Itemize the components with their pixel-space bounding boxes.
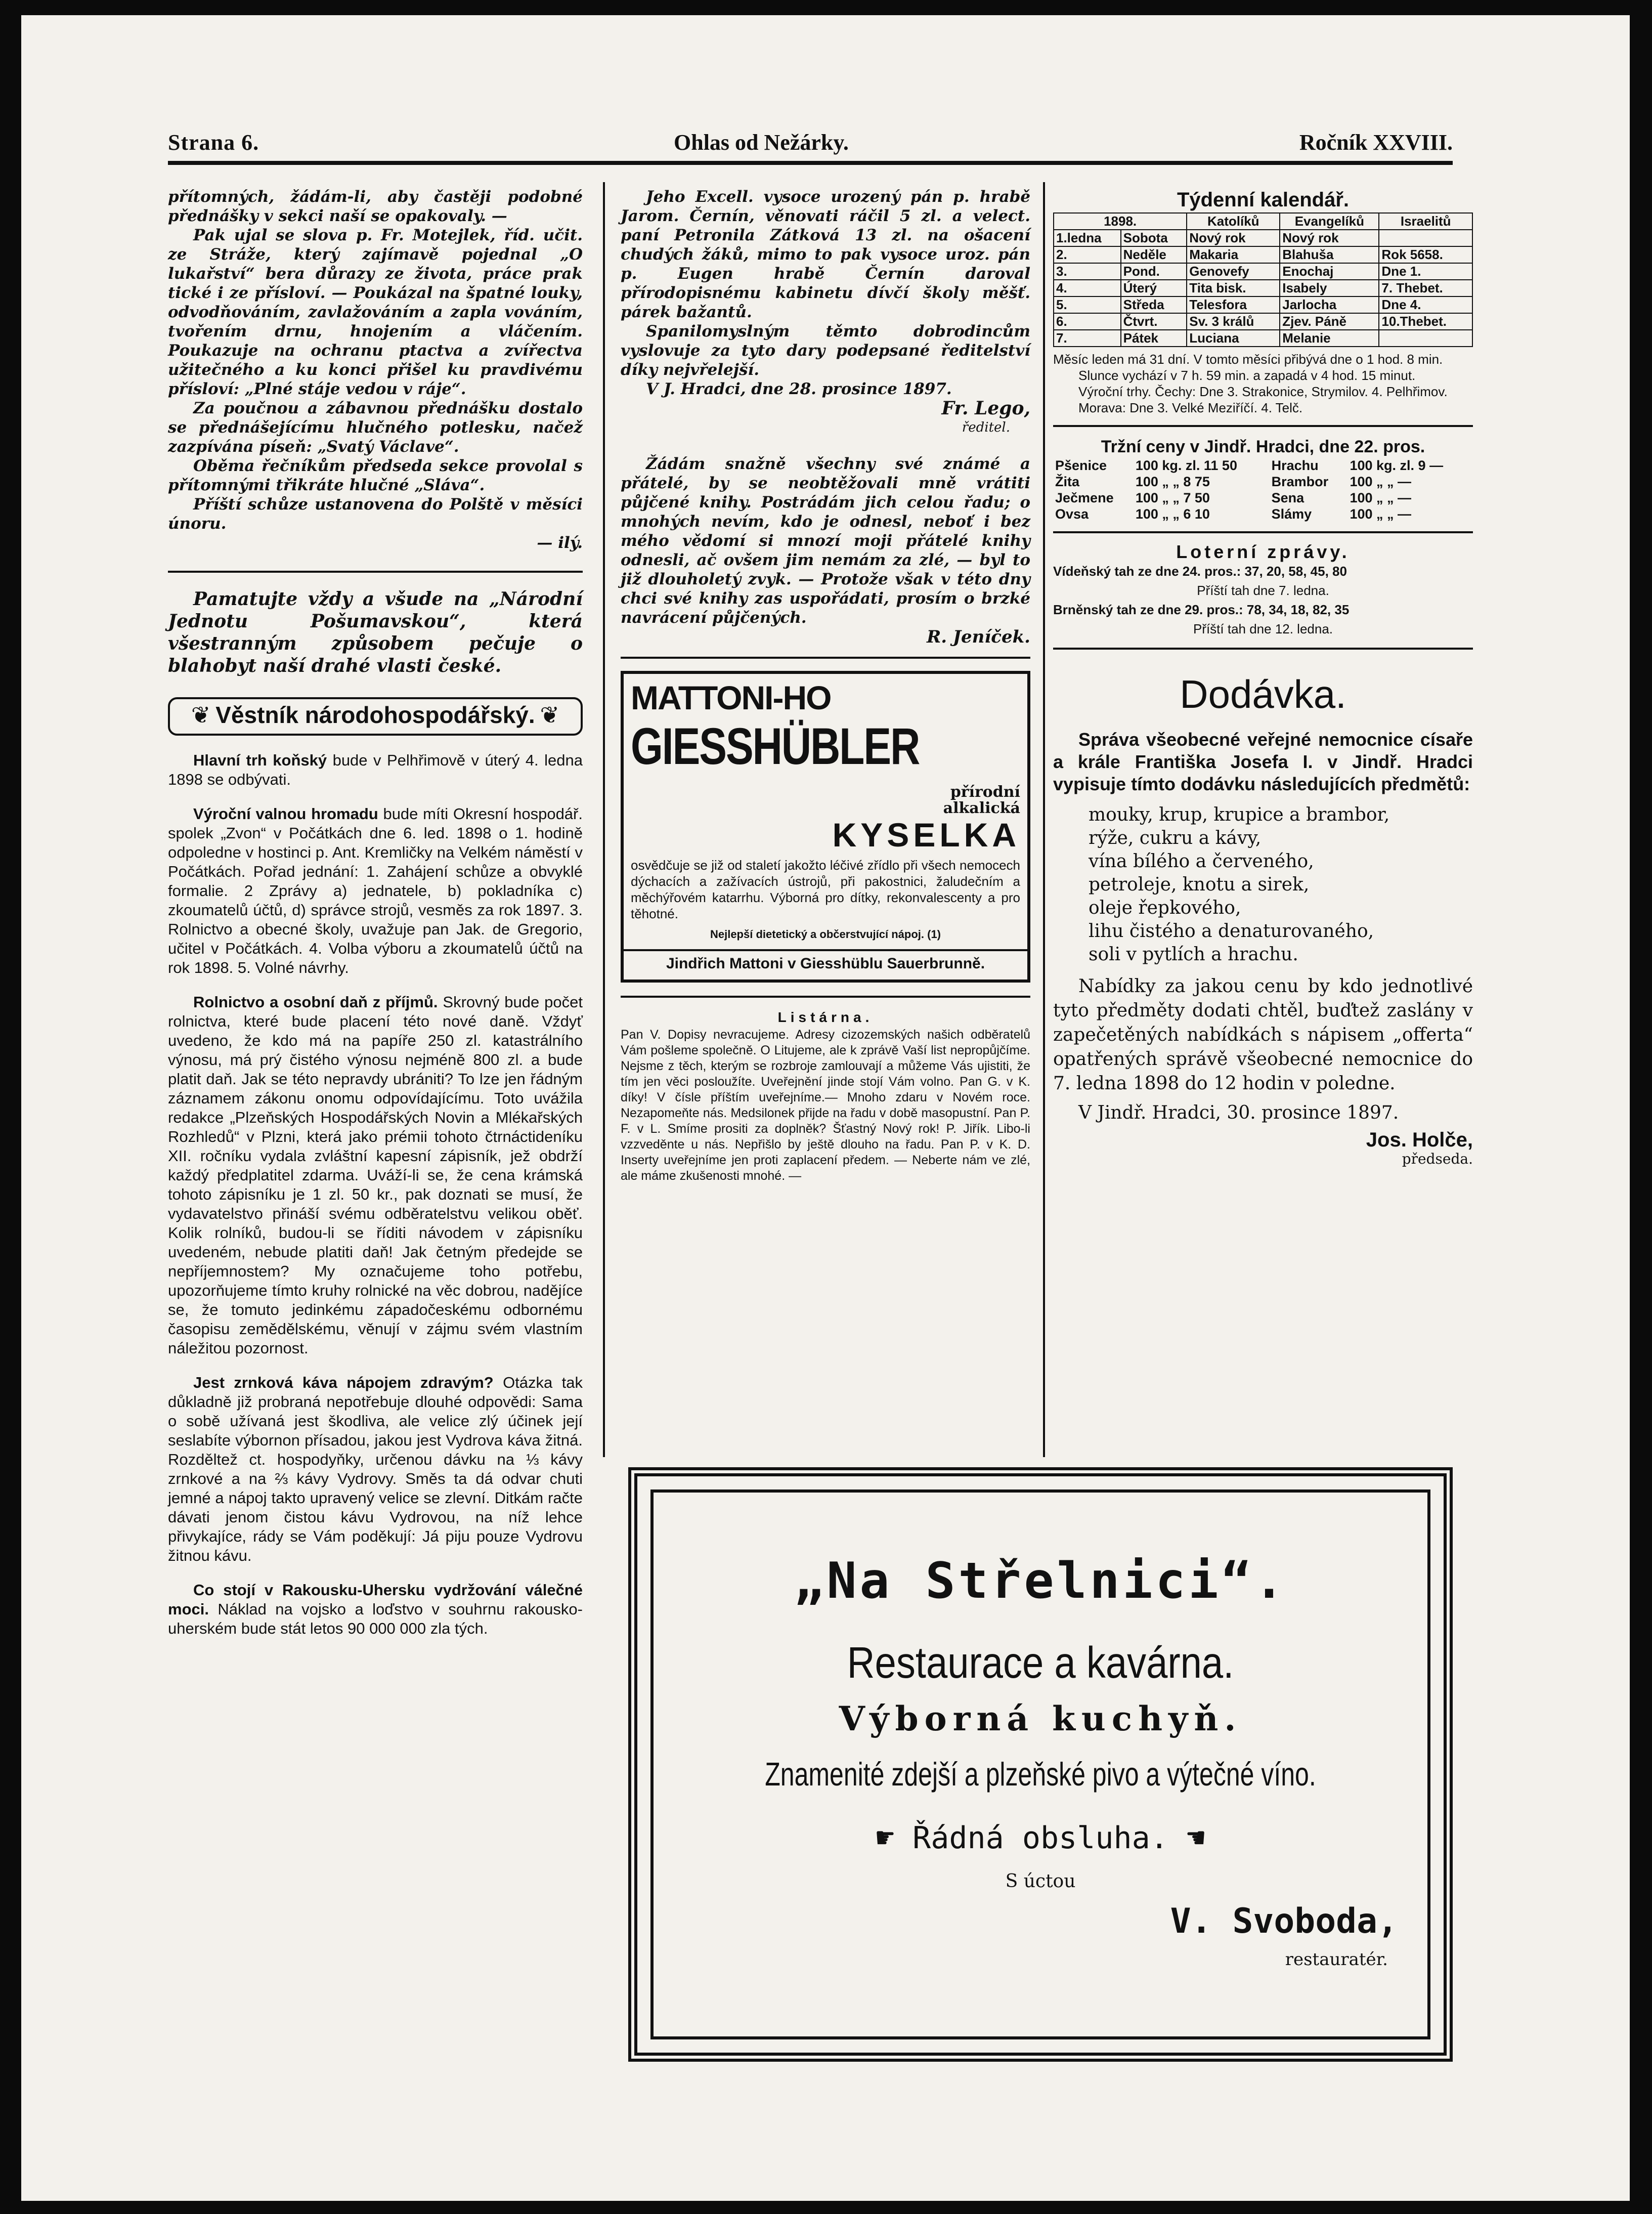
calendar-row: [1054, 296, 1472, 313]
news-heading: Rolnictvo a osobní daň z příjmů.: [193, 993, 438, 1011]
calendar-cell: 10.Thebet.: [1379, 313, 1472, 330]
pointing-hand-icon: ☛: [876, 1820, 894, 1856]
calendar-cell: Středa: [1121, 296, 1187, 313]
news-body: bude míti Okresní hospodář. spolek „Zvon“ v Počátkách dne 6. led. 1898 o 1. hodině odpoledne v hostinci p. Ant. Kremličky na Velkém náměstí v Počátkách. Pořad jednání: 1. Zahájení schůze a obvyklé formalie. 2 Zprávy a) jednatele, b) pokladníka c) zkoumatelů účtů, d) správce strojů, vesměs za rok 1897. 3. Rolnictvo a obecné školy, uvažuje pan Jak. de Gregorio, učitel v Počátkách. 4. Volba výboru a zkoumatelů účtů na rok 1898. 5. Volné návrhy.: [168, 805, 583, 976]
calendar-header: [1054, 213, 1472, 230]
news-body: bude v Pelhřimově v úterý 4. ledna 1898 se odbývati.: [168, 751, 583, 788]
price-cell: Žita: [1055, 474, 1080, 489]
restaurant-subtitle: Restaurace a kavárna.: [847, 1638, 1234, 1688]
price-cell: 100 „ „ 7 50: [1135, 490, 1210, 505]
calendar-cell: Neděle: [1121, 246, 1187, 263]
ad-small: alkalická: [943, 799, 1020, 817]
calendar-cell: Zjev. Páně: [1280, 313, 1379, 330]
calendar-head-cell: 1898.: [1054, 213, 1187, 230]
news-item: [168, 1373, 583, 1565]
calendar-head-cell: Israelitů: [1379, 213, 1472, 230]
divider: [1053, 531, 1473, 533]
calendar-cell: Luciana: [1187, 330, 1280, 347]
header-rule: [168, 161, 1453, 165]
price-cell: 100 „ „ 8 75: [1135, 474, 1210, 489]
lottery-next: Příští tah dne 12. ledna.: [1193, 621, 1333, 636]
calendar-cell: Isabely: [1280, 280, 1379, 296]
dodavka-item: vína bílého a červeného,: [1089, 851, 1314, 872]
calendar-cell: [1379, 230, 1472, 246]
calendar-row: [1054, 263, 1472, 280]
news-item: [168, 1581, 583, 1638]
listarna-title: Listárna.: [777, 1009, 874, 1025]
calendar-head-cell: Evangelíků: [1280, 213, 1379, 230]
article-text: Oběma řečníkům předseda sekce provolal s přítomnými třikráte hlučné „Sláva“.: [168, 457, 583, 494]
price-cell: 100 „ „ 6 10: [1135, 506, 1210, 522]
masthead-title: Ohlas od Nežárky.: [674, 130, 849, 155]
calendar-row: [1054, 230, 1472, 246]
pointing-hand-icon: ☚: [1186, 1820, 1205, 1856]
signature-role: ředitel.: [962, 420, 1010, 435]
lottery-line: Brněnský tah ze dne 29. pros.: 78, 34, 18, 82, 35: [1053, 602, 1350, 617]
news-item: [168, 804, 583, 977]
request-text: Žádám snažně všechny své známé a přátelé, by se neobtěžovali mně vrátiti půjčené knihy. Postrádám jich celou řadu; o mnohých nevím, kdo je odnesl, neboť i bez mého vědomí si mnozí moji přátelé knihy odnesli, ač ovšem jim nemám za zlé, — byl to již dlouholetý zvyk. — Protože však v této dny chci své knihy zas uspořádati, prosím o brzké navrácení půjčených.: [621, 455, 1030, 627]
calendar-note: Slunce vychází v 7 h. 59 min. a zapadá v 4 hod. 15 minut.: [1078, 368, 1416, 383]
ornament-icon: ❦: [191, 701, 211, 729]
news-body: Náklad na vojsko a loďstvo v souhrnu rakousko-uherském bude stát letos 90 000 000 zla tých.: [168, 1600, 583, 1637]
calendar-row: [1054, 280, 1472, 296]
calendar-cell: Sv. 3 králů: [1187, 313, 1280, 330]
calendar-cell: Makaria: [1187, 246, 1280, 263]
ad-bottom: Jindřich Mattoni v Giesshüblu Sauerbrunně.: [624, 949, 1027, 973]
calendar-cell: Telesfora: [1187, 296, 1280, 313]
news-heading: Hlavní trh koňský: [193, 751, 327, 769]
article-signature: — ilý.: [537, 534, 583, 552]
ad-brand: MATTONI-HO: [631, 679, 831, 716]
calendar-cell: Tita bisk.: [1187, 280, 1280, 296]
calendar-cell: Genovefy: [1187, 263, 1280, 280]
prices-title: Tržní ceny v Jindř. Hradci, dne 22. pros.: [1101, 437, 1425, 456]
dodavka-item: soli v pytlích a hrachu.: [1089, 944, 1298, 965]
restaurant-ad: [628, 1467, 1453, 2062]
price-cell: 100 kg. zl. 9 —: [1350, 458, 1444, 473]
calendar-cell: 4.: [1054, 280, 1121, 296]
calendar-row: [1054, 330, 1472, 347]
section-banner: [168, 697, 583, 736]
price-cell: Slámy: [1271, 506, 1312, 522]
calendar-cell: Čtvrt.: [1121, 313, 1187, 330]
divider: [621, 996, 1030, 998]
donation-text: Jeho Excell. vysoce urozený pán p. hrabě Jarom. Černín, věnovati ráčil 5 zl. a velect. paní Petronila Zátková 13 zl. na ošacení chudých žáků, mimo to pak vysoce uroz. pán p. Eugen hrabě Černín daroval přírodopisnému kabinetu dívčí školy měšť. párek bažantů.: [621, 188, 1030, 321]
lottery-next: Příští tah dne 7. ledna.: [1197, 583, 1329, 598]
calendar-cell: Dne 4.: [1379, 296, 1472, 313]
calendar-row: [1054, 313, 1472, 330]
price-cell: Brambor: [1271, 474, 1329, 489]
dodavka-item: rýže, cukru a kávy,: [1089, 828, 1262, 848]
calendar-cell: Sobota: [1121, 230, 1187, 246]
divider: [1053, 425, 1473, 427]
price-cell: Ovsa: [1055, 506, 1089, 522]
restaurant-kitchen: Výborná kuchyň.: [839, 1699, 1242, 1738]
section-title: Věstník národohospodářský.: [215, 702, 535, 728]
column-2: [621, 187, 1030, 1184]
signature: Fr. Lego,: [941, 398, 1030, 419]
dodavka-item: mouky, krup, krupice a brambor,: [1089, 804, 1390, 825]
restaurant-owner-role: restauratér.: [1285, 1949, 1388, 1970]
calendar-cell: 7.: [1054, 330, 1121, 347]
divider: [621, 657, 1030, 659]
price-cell: 100 „ „ —: [1350, 490, 1412, 505]
article-text: Za poučnou a zábavnou přednášku dostalo se přednášejícímu hlučného potlesku, načež zazpívána píseň: „Svatý Václave“.: [168, 399, 583, 456]
news-heading: Co stojí v Rakousku-Uhersku vydržování válečné moci.: [168, 1581, 583, 1618]
price-row: [1053, 457, 1473, 474]
signature: R. Jeníček.: [926, 627, 1030, 647]
calendar-cell: 2.: [1054, 246, 1121, 263]
column-3: [1053, 187, 1473, 1169]
news-heading: Výroční valnou hromadu: [193, 805, 378, 823]
news-heading: Jest zrnková káva nápojem zdravým?: [193, 1374, 494, 1391]
ad-best: Nejlepší dietetický a občerstvující nápoj. (1): [710, 928, 941, 941]
article-text: přítomných, žádám-li, aby častěji podobné přednášky v sekci naší se opakovaly. —: [168, 188, 583, 225]
newspaper-page: [21, 15, 1630, 2201]
calendar-cell: Pátek: [1121, 330, 1187, 347]
divider: [168, 571, 583, 573]
dodavka-nabidky: Nabídky za jakou cenu by kdo jednotlivé tyto předměty dodati chtěl, buďtež zaslány v zapečetěných nabídkách s nápisem „offerta“ opatřených správě všeobecné nemocnice do 7. ledna 1898 do 12 hodin v poledne.: [1053, 976, 1473, 1094]
restaurant-service: [637, 1820, 1444, 1856]
calendar-head-cell: Katolíků: [1187, 213, 1280, 230]
news-item: [168, 993, 583, 1358]
calendar-cell: Nový rok: [1187, 230, 1280, 246]
calendar-row: [1054, 246, 1472, 263]
article-text: Pak ujal se slova p. Fr. Motejlek, říd. učit. ze Stráže, který zajímavě pojednal „O lukařství“ bera důrazy ze života, práce prak tické i ze přísloví. — Poukázal na špatné louky, odvodňováním, zavlažováním a zapla vováním, tvořením drnu, hnojením a vláčením. Poukazuje na ochranu ptactva a zvířectva užitečného a ku konci přišel ku pravdivému přísloví: „Plné stáje vedou v ráje“.: [168, 226, 583, 398]
dodavka-signature: Jos. Holče,: [1366, 1129, 1473, 1151]
column-divider-1: [603, 182, 605, 1457]
calendar-cell: Pond.: [1121, 263, 1187, 280]
restaurant-title: „Na Střelnici“.: [794, 1552, 1287, 1610]
restaurant-beer: Znamenité zdejší a plzeňské pivo a výtečné víno.: [765, 1756, 1316, 1793]
mattoni-ad: [621, 671, 1030, 983]
calendar-cell: Melanie: [1280, 330, 1379, 347]
ornament-icon: ❦: [540, 701, 560, 729]
restaurant-owner: V. Svoboda,: [1170, 1901, 1398, 1941]
service-text: Řádná obsluha.: [912, 1820, 1168, 1856]
calendar-cell: 6.: [1054, 313, 1121, 330]
lottery-title: Loterní zprávy.: [1176, 541, 1350, 562]
calendar-cell: 5.: [1054, 296, 1121, 313]
calendar-cell: Rok 5658.: [1379, 246, 1472, 263]
dodavka-date: V Jindř. Hradci, 30. prosince 1897.: [1078, 1102, 1399, 1123]
calendar-cell: Enochaj: [1280, 263, 1379, 280]
thanks-text: Spanilomyslným těmto dobrodincům vyslovuje za tyto dary podepsané ředitelství díky nejvřelejší.: [621, 322, 1030, 379]
calendar-note: Výroční trhy. Čechy: Dne 3. Strakonice, Strymilov. 4. Pelhřimov.: [1078, 384, 1448, 399]
calendar-cell: 1.ledna: [1054, 230, 1121, 246]
calendar-cell: 7. Thebet.: [1379, 280, 1472, 296]
lottery-line: Vídeňský tah ze dne 24. pros.: 37, 20, 58, 45, 80: [1053, 564, 1347, 579]
calendar-cell: Jarlocha: [1280, 296, 1379, 313]
calendar-cell: [1379, 330, 1472, 347]
calendar-title: Týdenní kalendář.: [1177, 189, 1350, 211]
column-1: [168, 187, 583, 1638]
prices-table: [1053, 457, 1473, 522]
price-cell: Sena: [1271, 490, 1305, 505]
calendar-note: Morava: Dne 3. Velké Meziříčí. 4. Telč.: [1078, 400, 1303, 415]
news-item: [168, 751, 583, 789]
motto-text: Pamatujte vždy a všude na „Národní Jednotu Pošumavskou“, která všestranným způsobem pečuje o blahobyt naší drahé vlasti české.: [168, 588, 583, 676]
listarna-text: Pan V. Dopisy nevracujeme. Adresy cizozemských našich odběratelů Vám pošleme společně. O Litujeme, ale k zprávě Vaší list nepropůjčíme. Nejsme z těch, kterým se rozbroje zamlouvají a můžeme Vás ujistiti, že tím jen věci posloužíte. Uveřejnění jinde stojí Vám volno. Pan G. v K. díky! V čísle příštím uveřejníme.— Mnoho zdaru v Novém roce. Nezapomeňte nás. Medsilonek přijde na řadu v době masopustní. Pan P. F. v L. Smíme prositi za doplněk? Šťastný Nový rok! P. Jiřík. Libo-li vzzveděnte u nás. Nepřišlo by ještě dlouho na řadu. Pan P. v K. D. Inserty uveřejníme jen proti zaplacení předem. — Neberte nám ve zlé, ale máme zkušenosti mnohé. —: [621, 1028, 1030, 1183]
calendar-cell: Blahuša: [1280, 246, 1379, 263]
page-number: Strana 6.: [168, 130, 259, 155]
dodavka-list: [1089, 803, 1473, 966]
price-cell: 100 „ „ —: [1350, 474, 1412, 489]
price-cell: 100 „ „ —: [1350, 506, 1412, 522]
calendar-cell: Nový rok: [1280, 230, 1379, 246]
price-cell: Pšenice: [1055, 458, 1107, 473]
price-row: [1053, 474, 1473, 490]
dodavka-title: Dodávka.: [1180, 672, 1346, 716]
calendar-cell: Dne 1.: [1379, 263, 1472, 280]
dodavka-role: předseda.: [1402, 1151, 1473, 1167]
calendar-table: [1053, 212, 1473, 347]
price-cell: Hrachu: [1271, 458, 1319, 473]
divider: [1053, 648, 1473, 650]
news-body: Otázka tak důkladně již probraná nepotřebuje dlouhé odpovědi: Sama o sobě užívaná jest škodliva, ale velice zlý účinek její seslabíte výborn​on přísadou, jakou jest Vydrova káva žitná. Rozděltež ct. hospodyňky, určenou dávku na ⅓ kávy zrnkové a na ⅔ kávy Vydrovy. Směs ta dá odvar chuti jemné a nápoj takto upravený velice se zlevní. Ditkám račte dávati jenom čistou kávu Vydrovou, na níž lehce přivykajíce, rády se Vám poděkují: Já piju pouze Vydrovu žitnou kávu.: [168, 1374, 583, 1564]
price-row: [1053, 506, 1473, 522]
ad-product: GIESSHÜBLER: [631, 717, 920, 776]
dodavka-item: petroleje, knotu a sirek,: [1089, 874, 1310, 895]
news-body: Skrovný bude počet rolnictva, které bude placení této nové daně. Vždyť uvedeno, že kdo má na papíře 250 zl. katastrálního výnosu, má prý čistého výnosu nejméně 800 zl. a bude platit daň. Jak se této nepravdy ubrániti? To lze jen řádným záznamem zákonu onomu odpovídajícímu. Toto uvážila redakce „Plzeňských Hospodářských Novin a Mlékařských Rozhledů“ v Plzni, která jako prémii tohoto čtrnáctideníku XII. ročníku vydala zvláštní kapesní zápisník, jež obdrží každý předplatitel zdarma. Uváží-li se, že cena krámská tohoto zápisníku je 1 zl. 50 kr., pak doznati se musí, že vydavatelstvo přináší svému odběratelstvu velikou oběť. Kolik rolníků, budou-li se říditi návodem v zápisníku uvedeném, nebude platiti daň! Jak četným předejde se nepříjemnostem? My označujeme toho potřebu, upozorňujeme tímto kruhy rolnické na věc dobrou, nadějíce se, že tomuto jedinkému západočeskému odbornému časopisu zemědělskému, věnují v zájmu svém vlastním náležitou pozornost.: [168, 993, 583, 1357]
page-header: [168, 125, 1453, 161]
ad-text: osvědčuje se již od staletí jakožto léčivé zřídlo při všech nemocech dýchacích a zažívacích ústrojů, při pakostnici, žaludečním a měchýřovém katarrhu. Výborná pro dítky, rekonvalescenty a pro těhotné.: [631, 858, 1020, 921]
dodavka-item: lihu čistého a denaturovaného,: [1089, 921, 1374, 942]
ad-kyselka: KYSELKA: [832, 816, 1020, 854]
price-cell: 100 kg. zl. 11 50: [1135, 458, 1237, 473]
calendar-note: Měsíc leden má 31 dní. V tomto měsíci přibývá dne o 1 hod. 8 min.: [1053, 352, 1443, 367]
dodavka-item: oleje řepkového,: [1089, 898, 1241, 918]
calendar-cell: 3.: [1054, 263, 1121, 280]
price-row: [1053, 490, 1473, 506]
dodavka-intro: Správa všeobecné veřejné nemocnice císaře a krále Františka Josefa I. v Jindř. Hradci vypisuje tímto dodávku následujících předmětů:: [1053, 729, 1473, 794]
volume-number: Ročník XXVIII.: [1299, 130, 1453, 155]
price-cell: Ječmene: [1055, 490, 1114, 505]
restaurant-regards: S úctou: [1005, 1871, 1076, 1892]
column-divider-2: [1043, 182, 1045, 1457]
ad-small: přírodní: [950, 783, 1020, 801]
article-text: Příští schůze ustanovena do Polště v měsíci únoru.: [168, 495, 583, 533]
calendar-cell: Úterý: [1121, 280, 1187, 296]
date-line: V J. Hradci, dne 28. prosince 1897.: [646, 380, 952, 398]
